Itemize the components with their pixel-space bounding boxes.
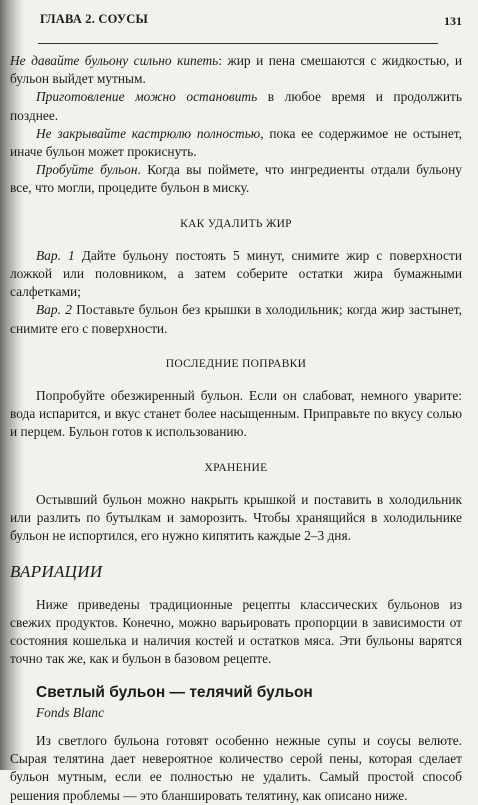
tip-lead: Не давайте бульону сильно кипеть xyxy=(10,53,219,68)
final-touches-paragraph: Попробуйте обезжиренный бульон. Если он слабоват, немного уварите: вода испарится, и вкус станет более насыщенным. Приправьте по вкусу солью и перцем. Бульон готов к использованию. xyxy=(10,388,462,440)
section-heading-final-touches: ПОСЛЕДНИЕ ПОПРАВКИ xyxy=(165,357,307,370)
tip-text: в любое время и продолжить позднее. xyxy=(10,89,462,123)
tip-text: : жир и пена смешаются с жидкостью, и бульон выйдет мутным. xyxy=(10,53,462,87)
variant-paragraph xyxy=(10,247,462,302)
variant-text: Дайте бульону постоять 5 минут, снимите жир с поверхности ложкой или половником, а затем соберите остатки жира бумажными салфетками; xyxy=(10,247,463,300)
tip-paragraph xyxy=(10,88,462,124)
tip-lead: Приготовление можно остановить xyxy=(36,89,258,105)
section-heading-storage: ХРАНЕНИЕ xyxy=(204,461,268,474)
page-body xyxy=(10,52,462,805)
page-number: 131 xyxy=(444,14,462,28)
tip-paragraph xyxy=(10,125,462,161)
tip-paragraph xyxy=(10,161,462,197)
tip-lead: Пробуйте бульон xyxy=(36,162,138,178)
variant-lead: Вар. 2 xyxy=(36,302,72,318)
variant-lead: Вар. 1 xyxy=(36,247,75,263)
variations-heading: ВАРИАЦИИ xyxy=(10,562,103,582)
recipe-title: Светлый бульон — телячий бульон xyxy=(36,684,313,702)
variations-paragraph: Ниже приведены традиционные рецепты классических бульонов из свежих продуктов. Конечно, можно варьировать пропорции в зависимости от состояния кошелька и наличия костей и остатков мяса. Эти бульоны варятся точно так же, как и бульон в базовом рецепте. xyxy=(10,596,462,667)
tip-text: , пока ее содержимое не остынет, иначе бульон может прокиснуть. xyxy=(10,125,462,160)
recipe-subtitle: Fonds Blanc xyxy=(36,704,105,720)
recipe-paragraph: Из светлого бульона готовят особенно нежные супы и соусы велюте. Сырая телятина дает невероятное количество серой пены, которая сделает бульон мутным, если ее полностью не удалить. Самый простой способ решения проблемы — это бланшировать телятину, как описано ниже. xyxy=(10,732,462,803)
section-heading-fat-removal: КАК УДАЛИТЬ ЖИР xyxy=(180,217,292,230)
variant-text: Поставьте бульон без крышки в холодильник; когда жир застынет, снимите его с поверхности. xyxy=(10,302,462,336)
tip-text: . Когда вы поймете, что ингредиенты отдали бульону все, что могли, процедите бульон в миску. xyxy=(10,162,462,196)
variant-paragraph xyxy=(10,301,462,337)
tip-lead: Не закрывайте кастрюлю полностью xyxy=(36,125,261,141)
header-rule xyxy=(38,43,438,44)
running-head: ГЛАВА 2. СОУСЫ xyxy=(40,12,148,26)
storage-paragraph: Остывший бульон можно накрыть крышкой и поставить в холодильник или разлить по бутылкам и заморозить. Чтобы хранящийся в холодильнике бульон не испортился, его нужно кипятить каждые 2–3 дня. xyxy=(10,491,462,544)
tip-paragraph xyxy=(10,52,462,88)
